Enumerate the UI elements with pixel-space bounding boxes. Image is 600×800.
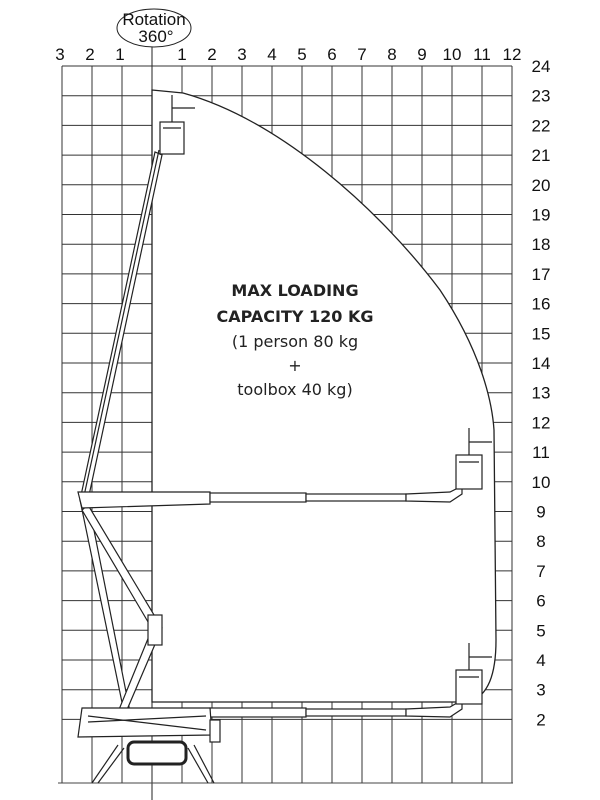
x-label-right: 7 (357, 45, 367, 64)
rotation-angle: 360° (138, 27, 174, 46)
y-label: 7 (536, 561, 546, 581)
x-label-right: 8 (387, 45, 397, 64)
x-label-right: 10 (442, 45, 462, 64)
x-label-right: 3 (237, 45, 247, 64)
x-label-right: 4 (267, 45, 277, 64)
capacity-line3: (1 person 80 kg (231, 332, 359, 351)
y-axis-labels (532, 57, 551, 729)
y-label: 15 (531, 324, 551, 344)
y-label: 12 (531, 413, 551, 433)
capacity-note (216, 281, 373, 399)
x-label-left: 1 (115, 45, 125, 64)
y-label: 16 (531, 294, 551, 314)
rotation-badge (117, 9, 191, 47)
capacity-line1: MAX LOADING (231, 281, 359, 300)
y-label: 10 (531, 472, 551, 492)
y-label: 20 (531, 175, 551, 195)
y-label: 6 (536, 591, 546, 611)
y-label: 8 (536, 532, 546, 552)
y-label: 2 (536, 710, 546, 730)
y-label: 21 (531, 146, 551, 166)
capacity-line2: CAPACITY 120 KG (216, 307, 374, 326)
x-axis-labels (55, 45, 521, 64)
x-label-right: 6 (327, 45, 337, 64)
y-label: 22 (531, 116, 551, 136)
y-label: 17 (531, 264, 551, 284)
chassis (78, 708, 220, 783)
y-label: 18 (531, 235, 551, 255)
x-label-right: 9 (417, 45, 427, 64)
x-label-right: 1 (177, 45, 187, 64)
y-label: 9 (536, 502, 546, 522)
y-label: 11 (532, 443, 550, 463)
y-label: 13 (531, 383, 551, 403)
x-label-right: 12 (502, 45, 522, 64)
y-label: 3 (536, 680, 546, 700)
x-label-left: 2 (85, 45, 95, 64)
x-label-right: 11 (473, 45, 491, 64)
x-label-right: 5 (297, 45, 307, 64)
capacity-line5: toolbox 40 kg) (237, 380, 353, 399)
x-label-right: 2 (207, 45, 217, 64)
y-label: 4 (536, 651, 546, 670)
y-label: 14 (531, 354, 551, 373)
rotation-label: Rotation (122, 10, 186, 29)
y-label: 23 (531, 86, 551, 106)
y-label: 24 (531, 57, 551, 76)
y-label: 19 (531, 205, 551, 225)
y-label: 5 (536, 621, 546, 641)
capacity-line4: + (288, 356, 302, 375)
x-label-left: 3 (55, 45, 65, 64)
